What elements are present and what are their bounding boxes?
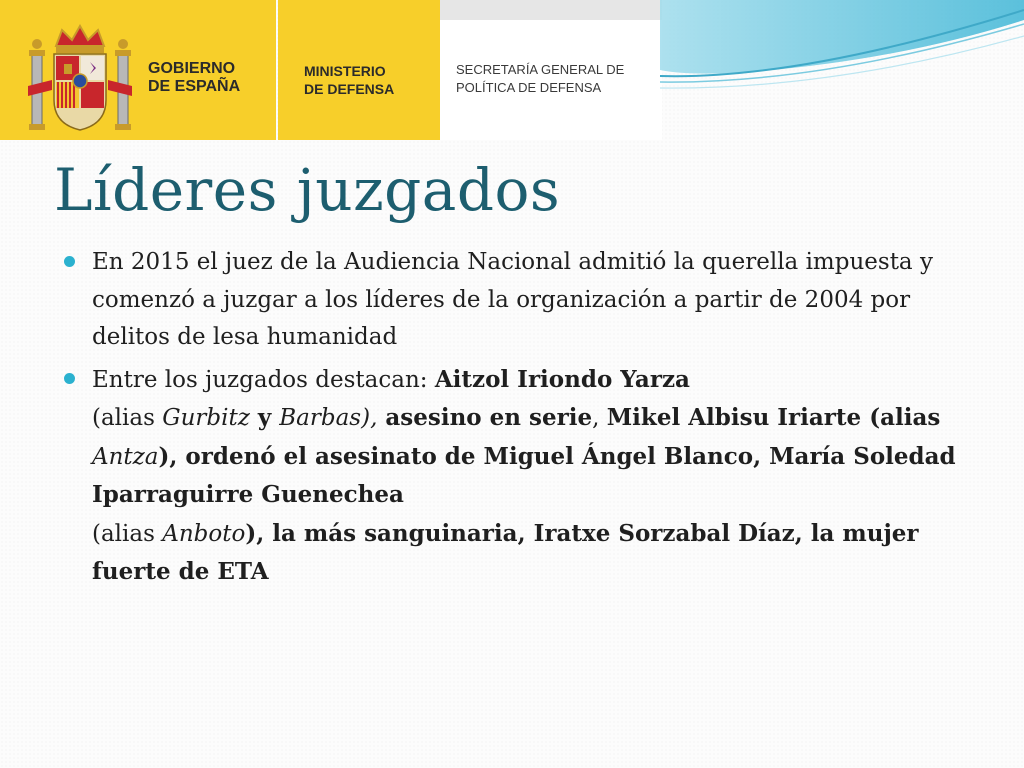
bullet-item xyxy=(64,361,964,592)
slide-title: Líderes juzgados xyxy=(54,156,561,224)
ministry-label: MINISTERIO DE DEFENSA xyxy=(304,63,395,97)
description: ), ordenó el asesinato de Miguel Ángel Blanco, María Soledad Iparraguirre Guenechea xyxy=(92,442,956,508)
alias-name: Gurbitz xyxy=(162,405,250,431)
decorative-waves-icon xyxy=(660,0,1024,100)
coat-of-arms-icon xyxy=(26,24,134,134)
government-label: GOBIERNO DE ESPAÑA xyxy=(148,60,241,95)
bullet-item xyxy=(64,244,964,357)
bullet-dot-icon xyxy=(64,373,75,384)
bullet-dot-icon xyxy=(64,256,75,267)
secretariat-banner-strip xyxy=(440,0,662,20)
alias-name: Anboto xyxy=(162,520,246,547)
alias-prefix: (alias xyxy=(92,520,163,547)
alias-name: Antza xyxy=(92,443,159,470)
bullet-text: En 2015 el juez de la Audiencia Nacional admitió la querella impuesta y comenzó a juzgar a los líderes de la organización a partir de 2004 por delitos de lesa humanidad xyxy=(92,249,933,350)
bullet-list xyxy=(64,244,964,596)
leader-name: Aitzol Iriondo Yarza xyxy=(434,365,690,393)
alias-name: Barbas), xyxy=(279,405,378,431)
bullet-text-intro: Entre los juzgados destacan: xyxy=(92,366,435,393)
secretariat-label: SECRETARÍA GENERAL DE POLÍTICA DE DEFENSA xyxy=(456,62,625,95)
description: asesino en serie xyxy=(377,404,593,431)
alias-prefix: (alias xyxy=(92,405,163,431)
alias-connector: y xyxy=(249,404,280,431)
separator: , xyxy=(592,405,607,431)
leader-name: Mikel Albisu Iriarte (alias xyxy=(606,404,941,431)
description: ), la más sanguinaria, Iratxe Sorzabal Díaz, la mujer fuerte de ETA xyxy=(92,519,919,585)
